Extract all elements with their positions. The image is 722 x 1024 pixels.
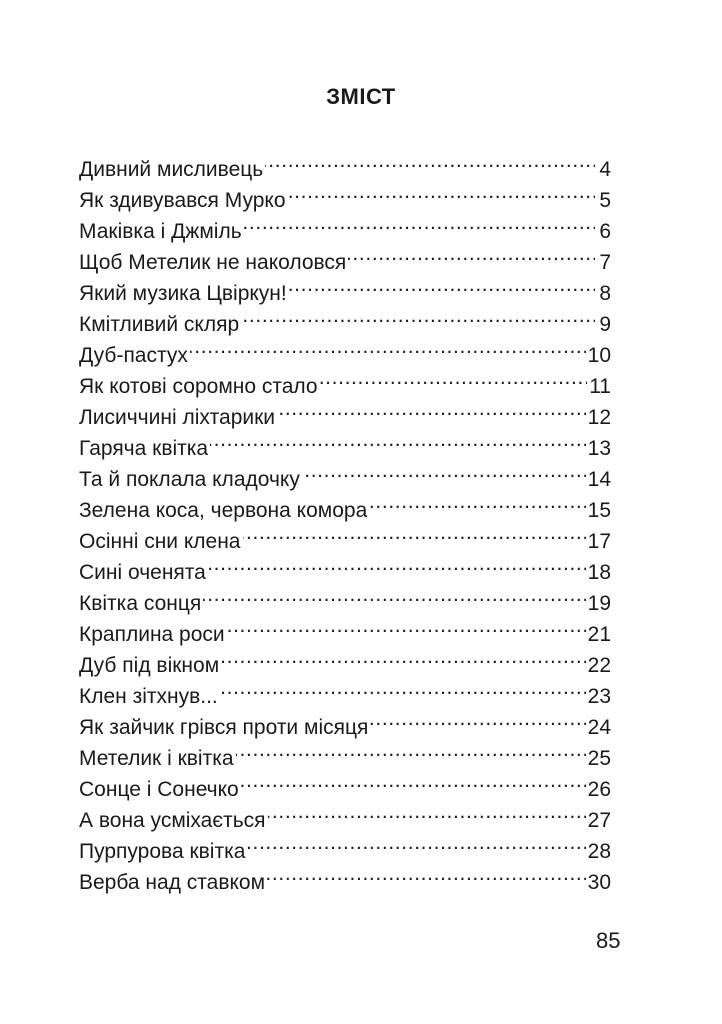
- toc-entry-page: 9: [599, 313, 611, 336]
- toc-entry-title: Маківка і Джміль: [79, 220, 242, 243]
- toc-entry-page: 5: [599, 189, 611, 212]
- toc-entry-title: Дивний мисливець: [79, 158, 264, 181]
- toc-entry-title: Сонце і Сонечко: [79, 778, 239, 801]
- toc-entry-title: Квітка сонця: [79, 592, 202, 615]
- toc-entry-page: 17: [587, 530, 611, 553]
- toc-entry-title: Пурпурова квітка: [79, 840, 246, 863]
- toc-leader-dots: [208, 548, 586, 579]
- toc-entry-page: 21: [587, 623, 611, 646]
- toc-entry-title: Як зайчик грівся проти місяця: [79, 716, 369, 739]
- toc-leader-dots: [265, 145, 595, 176]
- toc-entry-title: Кмітливий скляр: [79, 313, 240, 336]
- toc-entry-page: 27: [587, 809, 611, 832]
- toc-entry-title: А вона усміхається: [79, 809, 266, 832]
- toc-leader-dots: [267, 858, 586, 889]
- toc-entry-page: 12: [587, 406, 611, 429]
- toc-entry: [79, 145, 611, 181]
- toc-leader-dots: [369, 486, 585, 517]
- toc-leader-dots: [190, 331, 586, 362]
- toc-entry-title: Верба над ставком: [79, 871, 266, 894]
- toc-entry-page: 7: [599, 251, 611, 274]
- toc-entry-page: 6: [599, 220, 611, 243]
- toc-entry-page: 10: [587, 344, 611, 367]
- toc-entry-page: 28: [587, 840, 611, 863]
- toc-leader-dots: [244, 207, 595, 238]
- toc-leader-dots: [288, 176, 595, 207]
- toc-entry-title: Та й поклала кладочку: [79, 468, 300, 491]
- toc-entry-page: 14: [587, 468, 611, 491]
- toc-leader-dots: [302, 455, 586, 486]
- toc-leader-dots: [221, 641, 586, 672]
- toc-entry-page: 26: [587, 778, 611, 801]
- toc-entry-title: Який музика Цвіркун!: [79, 282, 287, 305]
- toc-leader-dots: [210, 424, 586, 455]
- toc-leader-dots: [227, 610, 586, 641]
- toc-entry-page: 8: [599, 282, 611, 305]
- toc-entry-title: Метелик і квітка: [79, 747, 234, 770]
- toc-leader-dots: [348, 238, 595, 269]
- toc-leader-dots: [203, 579, 585, 610]
- toc-entry-title: Зелена коса, червона комора: [79, 499, 368, 522]
- table-of-contents: [79, 145, 611, 894]
- toc-leader-dots: [241, 300, 595, 331]
- toc-entry-title: Сині оченята: [79, 561, 206, 584]
- toc-entry-page: 4: [599, 158, 611, 181]
- toc-entry-page: 19: [587, 592, 611, 615]
- toc-entry-title: Як котові соромно стало: [79, 375, 318, 398]
- toc-leader-dots: [277, 393, 586, 424]
- toc-entry-page: 23: [587, 685, 611, 708]
- page-title: ЗМІСТ: [326, 84, 396, 109]
- toc-entry-title: Клен зітхнув...: [79, 685, 218, 708]
- toc-leader-dots: [241, 765, 586, 796]
- toc-leader-dots: [220, 672, 586, 703]
- toc-leader-dots: [236, 734, 586, 765]
- toc-leader-dots: [289, 269, 595, 300]
- toc-entry-page: 11: [589, 375, 611, 398]
- toc-entry-page: 15: [587, 499, 611, 522]
- toc-entry-page: 13: [587, 437, 611, 460]
- toc-leader-dots: [370, 703, 585, 734]
- toc-entry-title: Дуб під вікном: [79, 654, 220, 677]
- toc-leader-dots: [247, 827, 585, 858]
- toc-entry-page: 25: [587, 747, 611, 770]
- toc-entry-page: 30: [587, 871, 611, 894]
- toc-entry-page: 18: [587, 561, 611, 584]
- toc-entry-title: Гаряча квітка: [79, 437, 209, 460]
- toc-entry-title: Щоб Метелик не наколовся: [79, 251, 347, 274]
- page-number: 85: [596, 928, 621, 953]
- toc-entry-title: Як здивувався Мурко: [79, 189, 286, 212]
- toc-entry-title: Осінні сни клена: [79, 530, 241, 553]
- toc-leader-dots: [243, 517, 586, 548]
- toc-entry-page: 22: [587, 654, 611, 677]
- toc-entry-title: Лисиччині ліхтарики: [79, 406, 276, 429]
- toc-leader-dots: [320, 362, 588, 393]
- toc-entry-page: 24: [587, 716, 611, 739]
- toc-entry-title: Дуб-пастух: [79, 344, 188, 367]
- toc-entry-title: Краплина роси: [79, 623, 225, 646]
- toc-leader-dots: [268, 796, 586, 827]
